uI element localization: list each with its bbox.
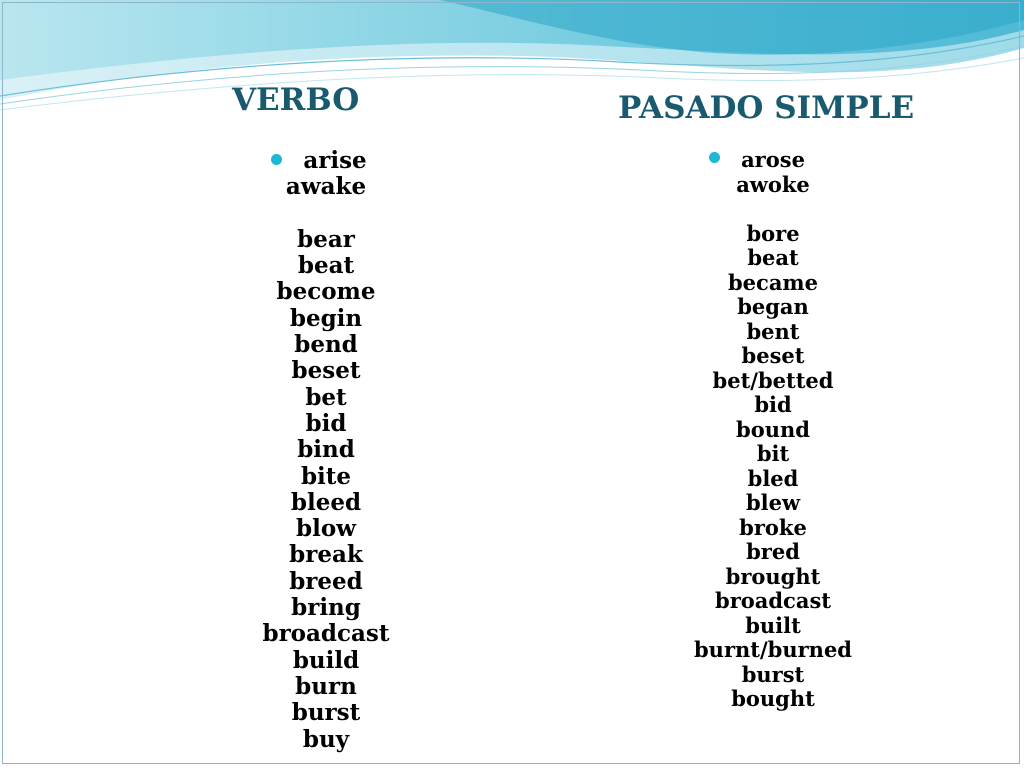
verbo-list	[226, 148, 426, 753]
pasado-item: became	[727, 269, 819, 295]
pasado-simple-list	[673, 148, 873, 712]
pasado-item: bred	[746, 539, 800, 564]
verbo-item: bet	[305, 383, 347, 411]
verbo-item: breed	[289, 567, 363, 595]
verbo-item: blow	[296, 515, 356, 543]
verbo-item: bend	[294, 331, 358, 359]
pasado-item: burst	[741, 661, 805, 687]
pasado-item: bet/betted	[712, 367, 834, 393]
pasado-item: beat	[747, 245, 799, 270]
verbo-item: become	[276, 278, 376, 306]
verbo-item: bring	[291, 594, 361, 622]
pasado-item: burnt/burned	[694, 637, 852, 662]
pasado-item: awoke	[736, 171, 810, 197]
pasado-item: blew	[745, 490, 801, 515]
pasado-item: built	[745, 612, 801, 638]
list-spacer	[673, 197, 873, 222]
pasado-item: bid	[754, 392, 792, 417]
pasado-item: beset	[741, 343, 805, 368]
verbo-item: bid	[305, 409, 347, 437]
verbo-item: arise	[303, 147, 367, 174]
verbo-item: bite	[300, 462, 352, 490]
pasado-item: bound	[736, 416, 810, 442]
pasado-item: broke	[739, 514, 807, 540]
pasado-item: arose	[741, 147, 805, 172]
pasado-item: began	[737, 294, 809, 319]
pasado-item: brought	[725, 563, 821, 589]
list-spacer	[226, 201, 426, 227]
verbo-item: break	[289, 541, 363, 569]
verbo-item: burn	[295, 672, 357, 700]
verbo-item: bleed	[290, 488, 362, 516]
verbo-item: build	[292, 646, 360, 674]
heading-pasado-simple: PASADO SIMPLE	[618, 90, 915, 126]
verbo-item: burst	[291, 699, 361, 727]
verbo-item: awake	[285, 173, 367, 201]
pasado-item: bought	[731, 686, 815, 711]
pasado-item: bit	[756, 441, 790, 466]
verbo-item: buy	[302, 725, 350, 753]
verbo-item: beset	[291, 357, 361, 385]
pasado-item: bore	[746, 220, 800, 246]
heading-verbo: VERBO	[232, 82, 360, 118]
verbo-item: bear	[297, 225, 355, 253]
pasado-item: bent	[746, 318, 800, 344]
pasado-item: broadcast	[715, 588, 831, 613]
pasado-item: bled	[747, 465, 799, 491]
verbo-item: bind	[297, 436, 355, 464]
verbo-item: beat	[297, 252, 355, 280]
verbo-item: begin	[289, 304, 363, 332]
verbo-item: broadcast	[262, 620, 390, 648]
